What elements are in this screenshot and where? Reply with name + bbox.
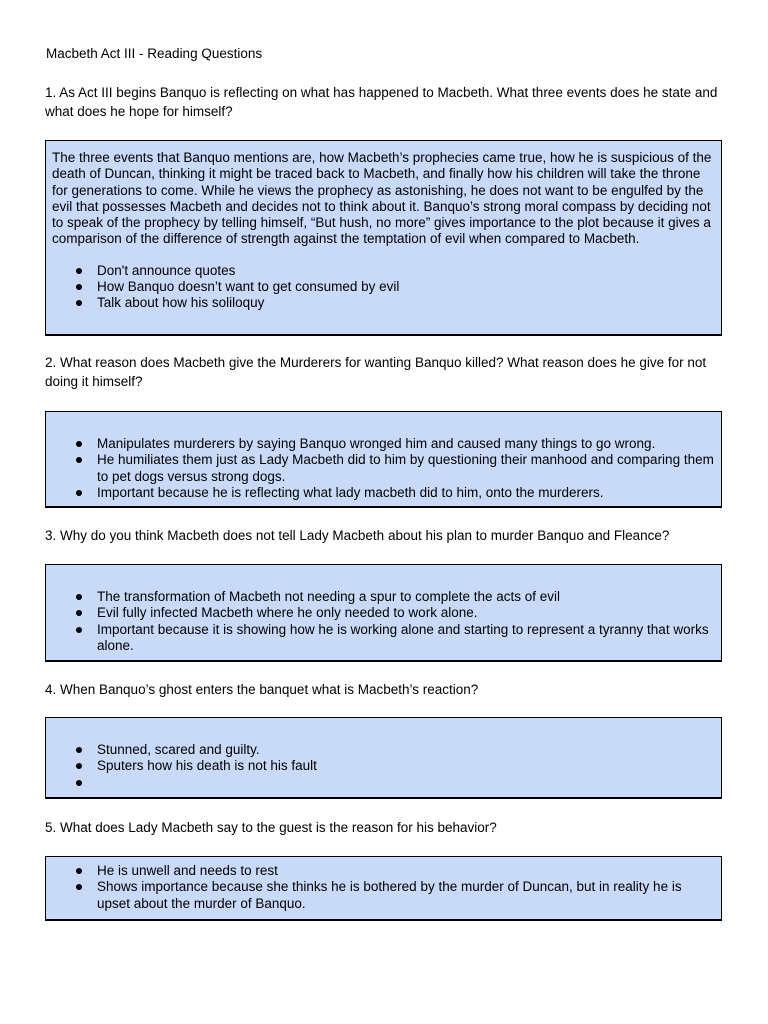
answer-2-bullet-2: He humiliates them just as Lady Macbeth did to him by questioning their manhood and comparing them to pet dogs versus strong dogs. [97, 452, 714, 484]
answer-box-5[interactable] [45, 856, 722, 921]
answer-box-1[interactable] [45, 140, 722, 336]
answer-5-bullet-list [52, 863, 715, 912]
document-title: Macbeth Act III - Reading Questions [46, 46, 263, 61]
answer-2-bullet-list [52, 436, 715, 501]
answer-3-bullet-list [52, 589, 715, 654]
answer-4-bullet-list [52, 742, 715, 791]
question-5-text: 5. What does Lady Macbeth say to the guest is the reason for his behavior? [45, 820, 497, 835]
answer-5-bullet-2: Shows importance because she thinks he is bothered by the murder of Duncan, but in reality he is upset about the murder of Banquo. [97, 879, 715, 912]
answer-box-3[interactable] [45, 564, 722, 662]
question-1-text: 1. As Act III begins Banquo is reflecting on what has happened to Macbeth. What three events does he state and what does he hope for himself? [45, 85, 718, 119]
answer-2-bullet-3: Important because he is reflecting what lady macbeth did to him, onto the murderers. [97, 485, 715, 501]
answer-2-bullet-1: Manipulates murderers by saying Banquo wronged him and caused many things to go wrong. [97, 436, 715, 452]
answer-4-bullet-3-empty [97, 775, 715, 791]
answer-1-bullet-2: How Banquo doesn’t want to get consumed by evil [97, 279, 715, 295]
answer-box-4[interactable] [45, 717, 722, 799]
answer-box-2[interactable] [45, 411, 722, 508]
answer-4-bullet-1: Stunned, scared and guilty. [97, 742, 715, 758]
question-3-text: 3. Why do you think Macbeth does not tell Lady Macbeth about his plan to murder Banquo and Fleance? [45, 528, 670, 543]
answer-1-bullet-list [52, 263, 715, 312]
answer-4-bullet-2: Sputers how his death is not his fault [97, 758, 715, 774]
answer-3-bullet-1: The transformation of Macbeth not needing a spur to complete the acts of evil [97, 589, 715, 605]
answer-3-bullet-3: Important because it is showing how he is working alone and starting to represent a tyranny that works alone. [97, 622, 715, 655]
answer-1-paragraph: The three events that Banquo mentions are, how Macbeth’s prophecies came true, how he is suspicious of the death of Duncan, thinking it might be traced back to Macbeth, and finally how his children will take the throne for generations to come. While he views the prophecy as astonishing, he does not want to be engulfed by the evil that possesses Macbeth and decides not to think about it. Banquo’s strong moral compass by deciding not to speak of the prophecy by telling himself, “But hush, no more” gives importance to the plot because it gives a comparison of the difference of strength against the temptation of evil when compared to Macbeth. [52, 150, 712, 247]
answer-3-bullet-2: Evil fully infected Macbeth where he only needed to work alone. [97, 605, 715, 621]
question-2-text: 2. What reason does Macbeth give the Murderers for wanting Banquo killed? What reason does he give for not doing it himself? [45, 355, 707, 389]
answer-1-bullet-3: Talk about how his soliloquy [97, 295, 715, 311]
answer-5-bullet-1: He is unwell and needs to rest [97, 863, 715, 879]
answer-1-bullet-1: Don't announce quotes [97, 263, 715, 279]
question-4-text: 4. When Banquo’s ghost enters the banquet what is Macbeth’s reaction? [45, 682, 479, 697]
